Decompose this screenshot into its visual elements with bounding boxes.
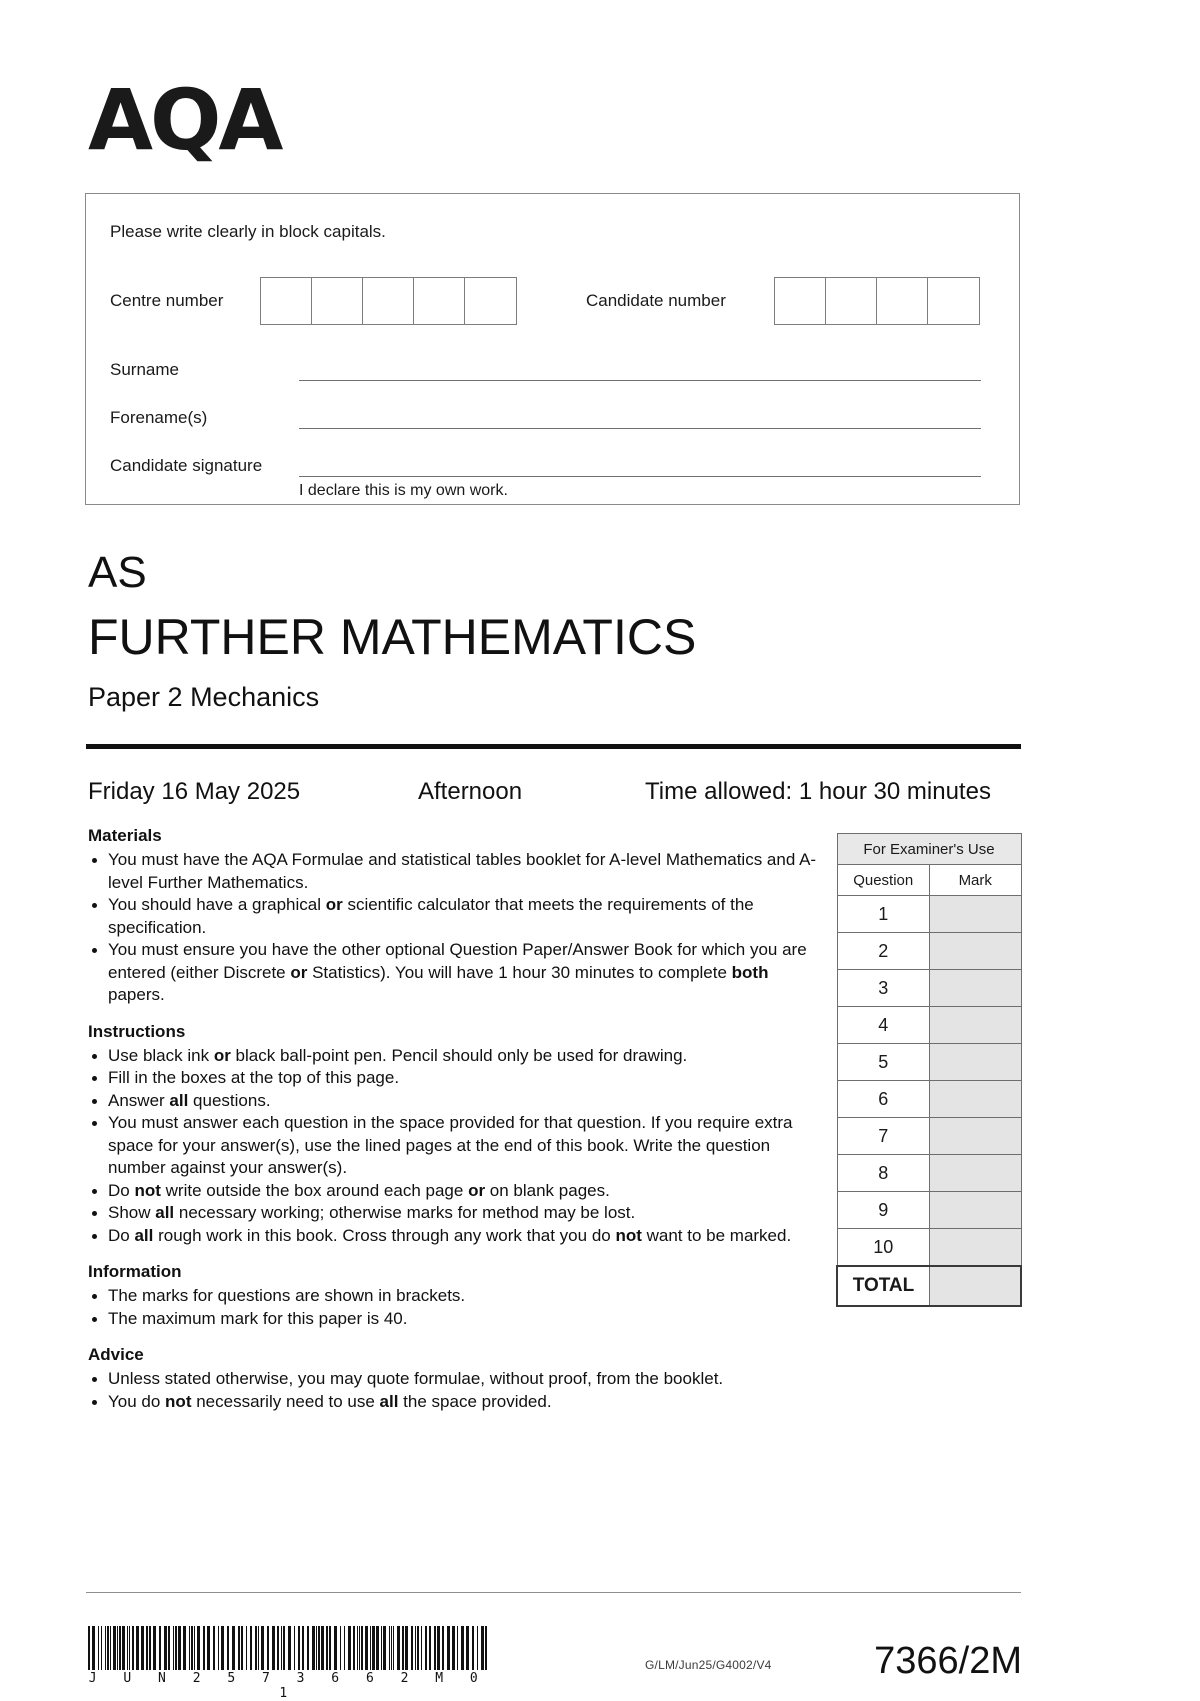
surname-input[interactable] <box>299 380 981 381</box>
materials-list <box>88 849 828 1007</box>
table-row-total <box>837 1266 1021 1306</box>
list-item: You should have a graphical or scientific calculator that meets the requirements of the specification. <box>88 894 828 939</box>
examiner-use-table <box>836 833 1022 1307</box>
instructions-column <box>88 826 828 1413</box>
list-item: Use black ink or black ball-point pen. Pencil should only be used for drawing. <box>88 1045 828 1068</box>
instructions-heading: Instructions <box>88 1021 186 1041</box>
question-number-cell: 5 <box>837 1044 929 1081</box>
title-divider <box>86 744 1021 749</box>
candidate-number-cell[interactable] <box>826 278 877 324</box>
centre-number-input[interactable] <box>260 277 517 325</box>
advice-list <box>88 1368 828 1413</box>
question-number-cell: 9 <box>837 1192 929 1229</box>
mark-cell[interactable] <box>929 1155 1021 1192</box>
question-number-cell: 8 <box>837 1155 929 1192</box>
list-item: You must ensure you have the other optional Question Paper/Answer Book for which you are entered (either Discrete or Statistics). You will have 1 hour 30 minutes to complete both papers. <box>88 939 828 1007</box>
list-item: The maximum mark for this paper is 40. <box>88 1308 828 1331</box>
instructions-list <box>88 1045 828 1248</box>
table-row <box>837 1007 1021 1044</box>
block-capitals-instruction: Please write clearly in block capitals. <box>110 222 386 241</box>
mark-cell[interactable] <box>929 933 1021 970</box>
qualification-level: AS <box>88 548 147 597</box>
exam-session: Afternoon <box>418 778 523 805</box>
list-item: Do not write outside the box around each page or on blank pages. <box>88 1180 828 1203</box>
forenames-input[interactable] <box>299 428 981 429</box>
exam-date: Friday 16 May 2025 <box>88 778 301 805</box>
question-number-cell: 3 <box>837 970 929 1007</box>
footer-divider <box>86 1592 1021 1593</box>
table-row <box>837 896 1021 933</box>
candidate-number-input[interactable] <box>774 277 980 325</box>
list-item: Fill in the boxes at the top of this page. <box>88 1067 828 1090</box>
examiner-table-title: For Examiner's Use <box>837 834 1021 865</box>
information-heading: Information <box>88 1262 182 1281</box>
table-row <box>837 1192 1021 1229</box>
paper-code: 7366/2M <box>874 1640 1022 1682</box>
candidate-number-cell[interactable] <box>877 278 928 324</box>
centre-number-cell[interactable] <box>261 278 312 324</box>
time-allowed: Time allowed: 1 hour 30 minutes <box>645 778 991 805</box>
barcode-digits: J U N 2 5 7 3 6 6 2 M 0 1 <box>88 1671 488 1701</box>
mark-cell[interactable] <box>929 896 1021 933</box>
list-item: Do all rough work in this book. Cross through any work that you do not want to be marked. <box>88 1225 828 1248</box>
mark-cell[interactable] <box>929 1229 1021 1267</box>
list-item: The marks for questions are shown in brackets. <box>88 1285 828 1308</box>
examiner-table-col-mark: Mark <box>929 865 1021 896</box>
list-item: You do not necessarily need to use all the space provided. <box>88 1391 828 1414</box>
candidate-number-cell[interactable] <box>928 278 979 324</box>
advice-heading: Advice <box>88 1345 144 1364</box>
list-item: Show all necessary working; otherwise marks for method may be lost. <box>88 1202 828 1225</box>
candidate-signature-label: Candidate signature <box>110 456 263 475</box>
table-row <box>837 1044 1021 1081</box>
question-number-cell: 1 <box>837 896 929 933</box>
candidate-number-label: Candidate number <box>586 291 726 310</box>
centre-number-cell[interactable] <box>414 278 465 324</box>
candidate-signature-input[interactable] <box>299 476 981 477</box>
mark-cell[interactable] <box>929 1081 1021 1118</box>
table-row <box>837 970 1021 1007</box>
list-item: You must have the AQA Formulae and statistical tables booklet for A-level Mathematics and A-level Further Mathematics. <box>88 849 828 894</box>
table-row <box>837 1155 1021 1192</box>
document-code: G/LM/Jun25/G4002/V4 <box>645 1658 772 1672</box>
question-number-cell: 2 <box>837 933 929 970</box>
forenames-label: Forename(s) <box>110 408 208 427</box>
aqa-logo: AQA <box>88 71 281 169</box>
mark-cell[interactable] <box>929 1118 1021 1155</box>
centre-number-label: Centre number <box>110 291 224 310</box>
centre-number-cell[interactable] <box>312 278 363 324</box>
surname-label: Surname <box>110 360 179 379</box>
list-item: You must answer each question in the space provided for that question. If you require extra space for your answer(s), use the lined pages at the end of this book. Write the question number against your answer(s). <box>88 1112 828 1180</box>
mark-cell[interactable] <box>929 970 1021 1007</box>
question-number-cell: 6 <box>837 1081 929 1118</box>
declaration-text: I declare this is my own work. <box>299 482 508 499</box>
mark-cell[interactable] <box>929 1044 1021 1081</box>
examiner-table-col-question: Question <box>837 865 929 896</box>
barcode <box>88 1626 488 1670</box>
list-item: Answer all questions. <box>88 1090 828 1113</box>
table-row <box>837 1118 1021 1155</box>
paper-title: Paper 2 Mechanics <box>88 682 320 712</box>
total-mark-cell[interactable] <box>929 1266 1021 1306</box>
candidate-number-cell[interactable] <box>775 278 826 324</box>
question-number-cell: 10 <box>837 1229 929 1267</box>
candidate-details-box <box>85 193 1020 505</box>
mark-cell[interactable] <box>929 1192 1021 1229</box>
table-row <box>837 1081 1021 1118</box>
table-row <box>837 933 1021 970</box>
materials-heading: Materials <box>88 826 162 845</box>
list-item: Unless stated otherwise, you may quote formulae, without proof, from the booklet. <box>88 1368 828 1391</box>
centre-number-cell[interactable] <box>465 278 516 324</box>
question-number-cell: 4 <box>837 1007 929 1044</box>
table-row <box>837 1229 1021 1267</box>
centre-number-cell[interactable] <box>363 278 414 324</box>
mark-cell[interactable] <box>929 1007 1021 1044</box>
total-label-cell: TOTAL <box>837 1266 929 1306</box>
subject-title: FURTHER MATHEMATICS <box>88 609 697 665</box>
information-list <box>88 1285 828 1330</box>
question-number-cell: 7 <box>837 1118 929 1155</box>
